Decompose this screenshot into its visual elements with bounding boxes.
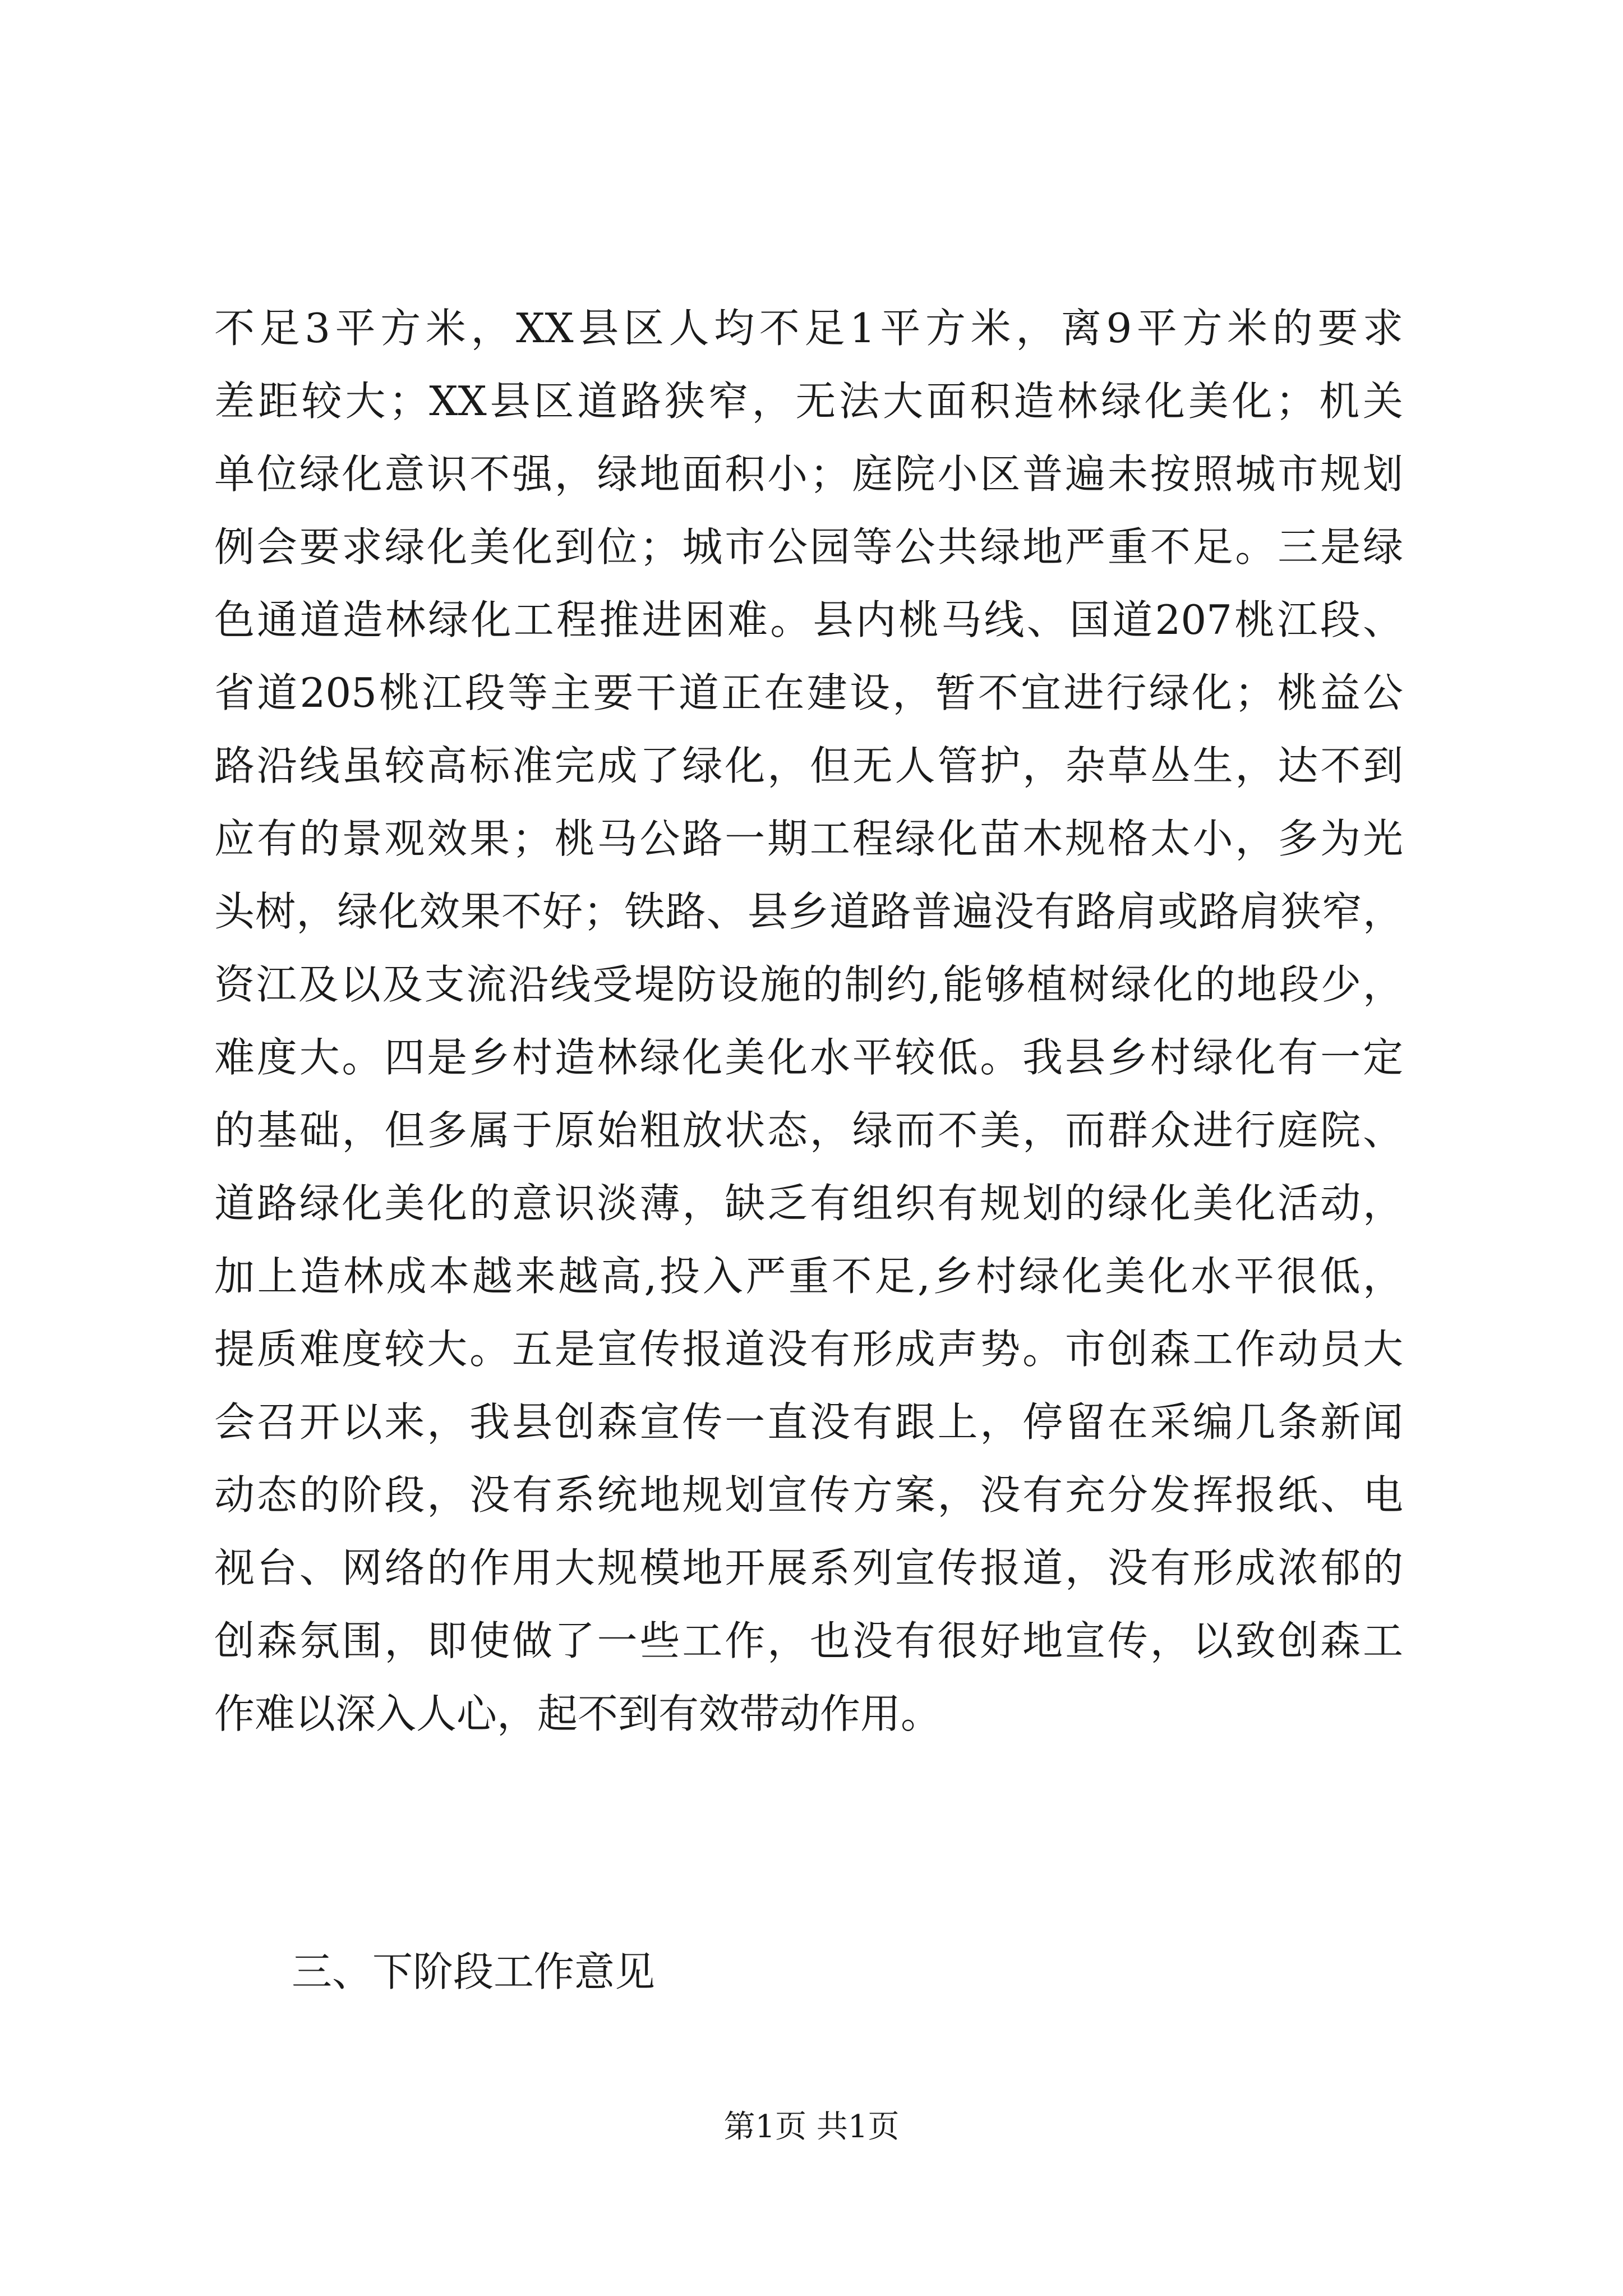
text-line: 省道205桃江段等主要干道正在建设，暂不宜进行绿化；桃益公 bbox=[214, 669, 1403, 716]
text-line: 路沿线虽较高标准完成了绿化，但无人管护，杂草丛生，达不到 bbox=[214, 742, 1403, 789]
text-line: 加上造林成本越来越高,投入严重不足,乡村绿化美化水平很低， bbox=[214, 1253, 1403, 1300]
text-line: 的基础，但多属于原始粗放状态，绿而不美，而群众进行庭院、 bbox=[214, 1107, 1403, 1154]
text-line: 视台、网络的作用大规模地开展系列宣传报道，没有形成浓郁的 bbox=[214, 1544, 1403, 1591]
text-line: 作难以深入人心，起不到有效带动作用。 bbox=[214, 1690, 942, 1737]
body-paragraph bbox=[214, 292, 1403, 1750]
text-line: 动态的阶段，没有系统地规划宣传方案，没有充分发挥报纸、电 bbox=[214, 1471, 1403, 1519]
text-line: 难度大。四是乡村造林绿化美化水平较低。我县乡村绿化有一定 bbox=[214, 1034, 1403, 1081]
page-footer: 第1页 共1页 bbox=[723, 2109, 900, 2145]
text-line: 创森氛围，即使做了一些工作，也没有很好地宣传，以致创森工 bbox=[214, 1617, 1403, 1664]
text-line: 色通道造林绿化工程推进困难。县内桃马线、国道207桃江段、 bbox=[214, 596, 1403, 643]
text-line: 会召开以来，我县创森宣传一直没有跟上，停留在采编几条新闻 bbox=[214, 1398, 1403, 1446]
text-line: 头树，绿化效果不好；铁路、县乡道路普遍没有路肩或路肩狭窄， bbox=[214, 888, 1403, 935]
text-line: 道路绿化美化的意识淡薄，缺乏有组织有规划的绿化美化活动， bbox=[214, 1180, 1403, 1227]
text-line: 资江及以及支流沿线受堤防设施的制约,能够植树绿化的地段少， bbox=[214, 961, 1403, 1008]
section-heading: 三、下阶段工作意见 bbox=[292, 1948, 656, 1995]
text-line: 差距较大；XX县区道路狭窄，无法大面积造林绿化美化；机关 bbox=[214, 378, 1403, 425]
text-line: 例会要求绿化美化到位；城市公园等公共绿地严重不足。三是绿 bbox=[214, 523, 1403, 570]
text-line: 应有的景观效果；桃马公路一期工程绿化苗木规格太小，多为光 bbox=[214, 815, 1403, 862]
text-line: 提质难度较大。五是宣传报道没有形成声势。市创森工作动员大 bbox=[214, 1326, 1403, 1373]
text-line: 不足3平方米，XX县区人均不足1平方米，离9平方米的要求 bbox=[214, 305, 1403, 352]
text-line: 单位绿化意识不强，绿地面积小；庭院小区普遍未按照城市规划 bbox=[214, 450, 1403, 498]
